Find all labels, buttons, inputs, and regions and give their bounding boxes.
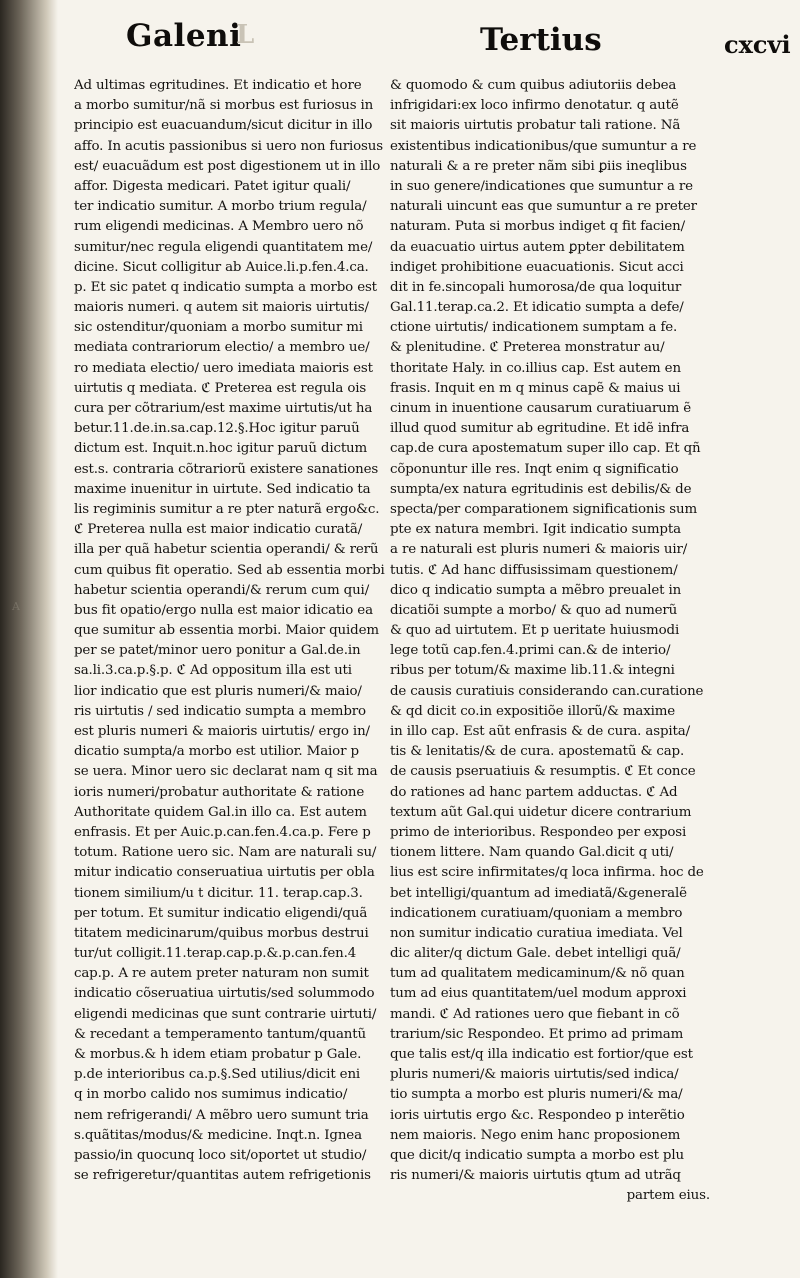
text-line: & quomodo & cum quibus adiutoriis debea — [390, 78, 677, 93]
text-line: titatem medicinarum/quibus morbus destrui — [74, 925, 369, 941]
text-line: enfrasis. Et per Auic.p.can.fen.4.ca.p. Fere p — [74, 824, 371, 840]
running-head — [60, 18, 800, 66]
text-line: que sumitur ab essentia morbi. Maior quidem — [74, 623, 379, 639]
text-line: frasis. Inquit en m q minus capẽ & maius ui — [390, 380, 681, 396]
text-line: affo. In acutis passionibus si uero non furiosus — [74, 138, 383, 154]
text-line: est pluris numeri & maioris uirtutis/ ergo in/ — [74, 724, 370, 739]
text-line: indicationem curatiuam/quoniam a membro — [390, 905, 683, 921]
text-line: dictum est. Inquit.n.hoc igitur paruũ dictum — [74, 441, 368, 457]
text-line: lior indicatio que est pluris numeri/& maio/ — [74, 683, 362, 699]
text-line: dit in fe.sincopali humorosa/de qua loquitur — [390, 279, 682, 295]
text-line: mediata contrariorum electio/ a membro ue/ — [74, 340, 370, 356]
text-line: que talis est/q illa indicatio est fortior/que est — [390, 1047, 693, 1062]
text-line: rum eligendi medicinas. A Membro uero nõ — [74, 219, 364, 235]
text-line: naturali & a re preter nãm sibi ꝑiis ineqlibus — [390, 158, 687, 174]
text-line: lis regiminis sumitur a re pter naturã ergo&c. — [74, 501, 380, 517]
text-line: est/ euacuãdum est post digestionem ut in illo — [74, 158, 381, 174]
text-line: indiget prohibitione euacuationis. Sicut acci — [390, 259, 684, 275]
text-line: & qd dicit co.in expositiõe illorũ/& maxime — [390, 703, 676, 719]
text-line: a morbo sumitur/nã si morbus est furiosus in — [74, 98, 374, 114]
text-line: ribus per totum/& maxime lib.11.& integni — [390, 663, 675, 679]
text-line: uirtutis q mediata. ℭ Preterea est regula ois — [74, 380, 367, 396]
text-line: indicatio cõseruatiua uirtutis/sed solummodo — [74, 986, 375, 1002]
text-line: Gal.11.terap.ca.2. Et idicatio sumpta a defe/ — [390, 300, 684, 316]
text-line: da euacuatio uirtus autem ꝑpter debilitatem — [390, 239, 685, 255]
text-line: principio est euacuandum/sicut dicitur in illo — [74, 118, 373, 134]
text-line: tionem similium/u t dicitur. 11. terap.cap.3. — [74, 885, 363, 901]
text-line: bet intelligi/quantum ad imediatã/&generalẽ — [390, 885, 687, 901]
text-line: ris uirtutis / sed indicatio sumpta a membro — [74, 703, 366, 719]
text-line: sit maioris uirtutis probatur tali ratione. Nã — [390, 118, 681, 134]
text-line: se uera. Minor uero sic declarat nam q sit ma — [74, 764, 378, 780]
text-line: cinum in inuentione causarum curatiuarum ẽ — [390, 401, 692, 416]
text-line: Authoritate quidem Gal.in illo ca. Est autem — [74, 804, 367, 820]
text-line: se refrigeretur/quantitas autem refrigetionis — [74, 1168, 371, 1184]
running-title-bleed: L — [236, 20, 255, 50]
text-line: de causis pseruatiuis & resumptis. ℭ Et conce — [390, 764, 696, 780]
text-line: s.quãtitas/modus/& medicine. Inqt.n. Ignea — [74, 1127, 362, 1143]
text-line: cura per cõtrarium/est maxime uirtutis/ut ha — [74, 401, 373, 416]
text-line-final: partem eius. — [626, 1188, 710, 1204]
text-line: naturam. Puta si morbus indiget q fit facien/ — [390, 219, 685, 235]
text-line: de causis curatiuis considerando can.curatione — [390, 683, 704, 699]
text-line: lius est scire infirmitates/q loca infirma. hoc de — [390, 865, 704, 881]
text-line: eligendi medicinas que sunt contrarie uirtuti/ — [74, 1006, 377, 1022]
text-line: passio/in quocunq loco sit/oportet ut studio/ — [74, 1147, 367, 1163]
text-line: ctione uirtutis/ indicationem sumptam a fe. — [390, 320, 678, 336]
text-line: cõponuntur ille res. Inqt enim q significatio — [390, 461, 679, 477]
text-line: cap.de cura apostematum super illo cap. Et qñ — [390, 441, 701, 457]
text-line: & plenitudine. ℭ Preterea monstratur au/ — [390, 340, 665, 356]
text-line: pte ex natura membri. Igit indicatio sumpta — [390, 522, 681, 538]
text-line: naturali uincunt eas que sumuntur a re preter — [390, 199, 697, 215]
book-page — [60, 0, 800, 1278]
text-line: sumpta/ex natura egritudinis est debilis/& de — [390, 481, 692, 497]
text-line: ℭ Preterea nulla est maior indicatio curatã/ — [74, 522, 363, 538]
text-line: nem maioris. Nego enim hanc proposionem — [390, 1127, 681, 1143]
text-line: dico q indicatio sumpta a mẽbro preualet in — [390, 582, 682, 598]
text-line: totum. Ratione uero sic. Nam are naturali su/ — [74, 845, 377, 861]
text-line: per totum. Et sumitur indicatio eligendi/quã — [74, 905, 368, 921]
text-line: ro mediata electio/ uero imediata maioris est — [74, 360, 373, 376]
text-line: & morbus.& h idem etiam probatur p Gale. — [74, 1047, 362, 1062]
running-title-center: Tertius — [480, 22, 602, 58]
text-line: in illo cap. Est aũt enfrasis & de cura. aspita/ — [390, 724, 690, 739]
text-line: a re naturali est pluris numeri & maioris uir/ — [390, 542, 688, 558]
text-line: affor. Digesta medicari. Patet igitur quali/ — [74, 178, 351, 194]
text-line: betur.11.de.in.sa.cap.12.§.Hoc igitur paruũ — [74, 421, 360, 437]
text-line: infrigidari:ex loco infirmo denotatur. q autẽ — [390, 98, 679, 114]
text-line: mitur indicatio conseruatiua uirtutis per obla — [74, 865, 375, 881]
text-line: illa per quã habetur scientia operandi/ & rerũ — [74, 542, 379, 558]
text-line: ioris uirtutis ergo &c. Respondeo p interẽtio — [390, 1107, 685, 1123]
text-line: trarium/sic Respondeo. Et primo ad primam — [390, 1026, 684, 1042]
text-line: tio sumpta a morbo est pluris numeri/& ma/ — [390, 1087, 683, 1103]
text-line: sa.li.3.ca.p.§.p. ℭ Ad oppositum illa est uti — [74, 663, 352, 679]
text-line: tutis. ℭ Ad hanc diffusissimam questionem/ — [390, 562, 678, 578]
running-title-left: Galeni — [126, 18, 242, 54]
text-line: maxime inuenitur in uirtute. Sed indicatio ta — [74, 481, 371, 497]
text-line: tionem littere. Nam quando Gal.dicit q uti/ — [390, 845, 674, 861]
text-line: pluris numeri/& maioris uirtutis/sed indica/ — [390, 1067, 679, 1083]
text-line: est.s. contraria cõtrariorũ existere sanationes — [74, 461, 379, 477]
text-line: habetur scientia operandi/& rerum cum qui/ — [74, 582, 370, 598]
text-line: dicine. Sicut colligitur ab Auice.li.p.fen.4.ca. — [74, 259, 369, 275]
text-line: non sumitur indicatio curatiua imediata. Vel — [390, 925, 683, 941]
text-line: specta/per comparationem significationis sum — [390, 501, 698, 517]
text-column-right — [390, 76, 716, 1207]
text-line: do rationes ad hanc partem adductas. ℭ Ad — [390, 784, 678, 800]
text-line: primo de interioribus. Respondeo per exposi — [390, 824, 687, 840]
text-line: Ad ultimas egritudines. Et indicatio et hore — [74, 78, 362, 93]
text-line: tum ad eius quantitatem/uel modum approxi — [390, 986, 687, 1002]
text-line: sumitur/nec regula eligendi quantitatem me/ — [74, 239, 373, 255]
text-line: mandi. ℭ Ad rationes uero que fiebant in cõ — [390, 1006, 680, 1022]
text-line: dic aliter/q dictum Gale. debet intelligi quã/ — [390, 946, 681, 962]
text-line: maioris numeri. q autem sit maioris uirtutis/ — [74, 300, 369, 316]
text-line: q in morbo calido nos sumimus indicatio/ — [74, 1087, 348, 1103]
text-line: bus fit opatio/ergo nulla est maior idicatio ea — [74, 602, 373, 618]
text-line: illud quod sumitur ab egritudine. Et idẽ infra — [390, 421, 690, 437]
text-line: & quo ad uirtutem. Et p ueritate huiusmodi — [390, 623, 680, 639]
bleed-through-marks: A — [12, 600, 20, 613]
text-line: textum aũt Gal.qui uidetur dicere contrarium — [390, 804, 692, 820]
text-line: dicatiõi sumpte a morbo/ & quo ad numerũ — [390, 602, 678, 618]
text-line: lege totũ cap.fen.4.primi can.& de interio/ — [390, 643, 671, 659]
text-line: p. Et sic patet q indicatio sumpta a morbo est — [74, 279, 377, 295]
text-line: p.de interioribus ca.p.§.Sed utilius/dicit eni — [74, 1067, 361, 1083]
text-line: in suo genere/indicationes que sumuntur a re — [390, 178, 693, 194]
text-line: tum ad qualitatem medicaminum/& nõ quan — [390, 966, 685, 982]
text-line: cum quibus fit operatio. Sed ab essentia morbi — [74, 562, 385, 578]
text-line: ioris numeri/probatur authoritate & ratione — [74, 784, 365, 800]
text-line: & recedant a temperamento tantum/quantũ — [74, 1026, 366, 1042]
text-line: existentibus indicationibus/que sumuntur a re — [390, 138, 697, 154]
text-line: tis & lenitatis/& de cura. apostematũ & cap. — [390, 744, 685, 760]
text-line: sic ostenditur/quoniam a morbo sumitur mi — [74, 320, 363, 336]
folio-number: cxcvi — [724, 30, 791, 59]
text-line: dicatio sumpta/a morbo est utilior. Maior p — [74, 744, 359, 760]
text-line: ris numeri/& maioris uirtutis qtum ad utrãq — [390, 1168, 681, 1184]
text-line: cap.p. A re autem preter naturam non sumit — [74, 966, 369, 982]
text-column-left — [74, 76, 388, 1186]
text-line: nem refrigerandi/ A mẽbro uero sumunt tria — [74, 1107, 369, 1123]
text-line: tur/ut colligit.11.terap.cap.p.&.p.can.fen.4 — [74, 946, 357, 962]
text-line: thoritate Haly. in co.illius cap. Est autem en — [390, 360, 681, 376]
text-line: per se patet/minor uero ponitur a Gal.de.in — [74, 643, 361, 659]
text-line: que dicit/q indicatio sumpta a morbo est plu — [390, 1147, 684, 1163]
text-line: ter indicatio sumitur. A morbo trium regula/ — [74, 199, 367, 215]
